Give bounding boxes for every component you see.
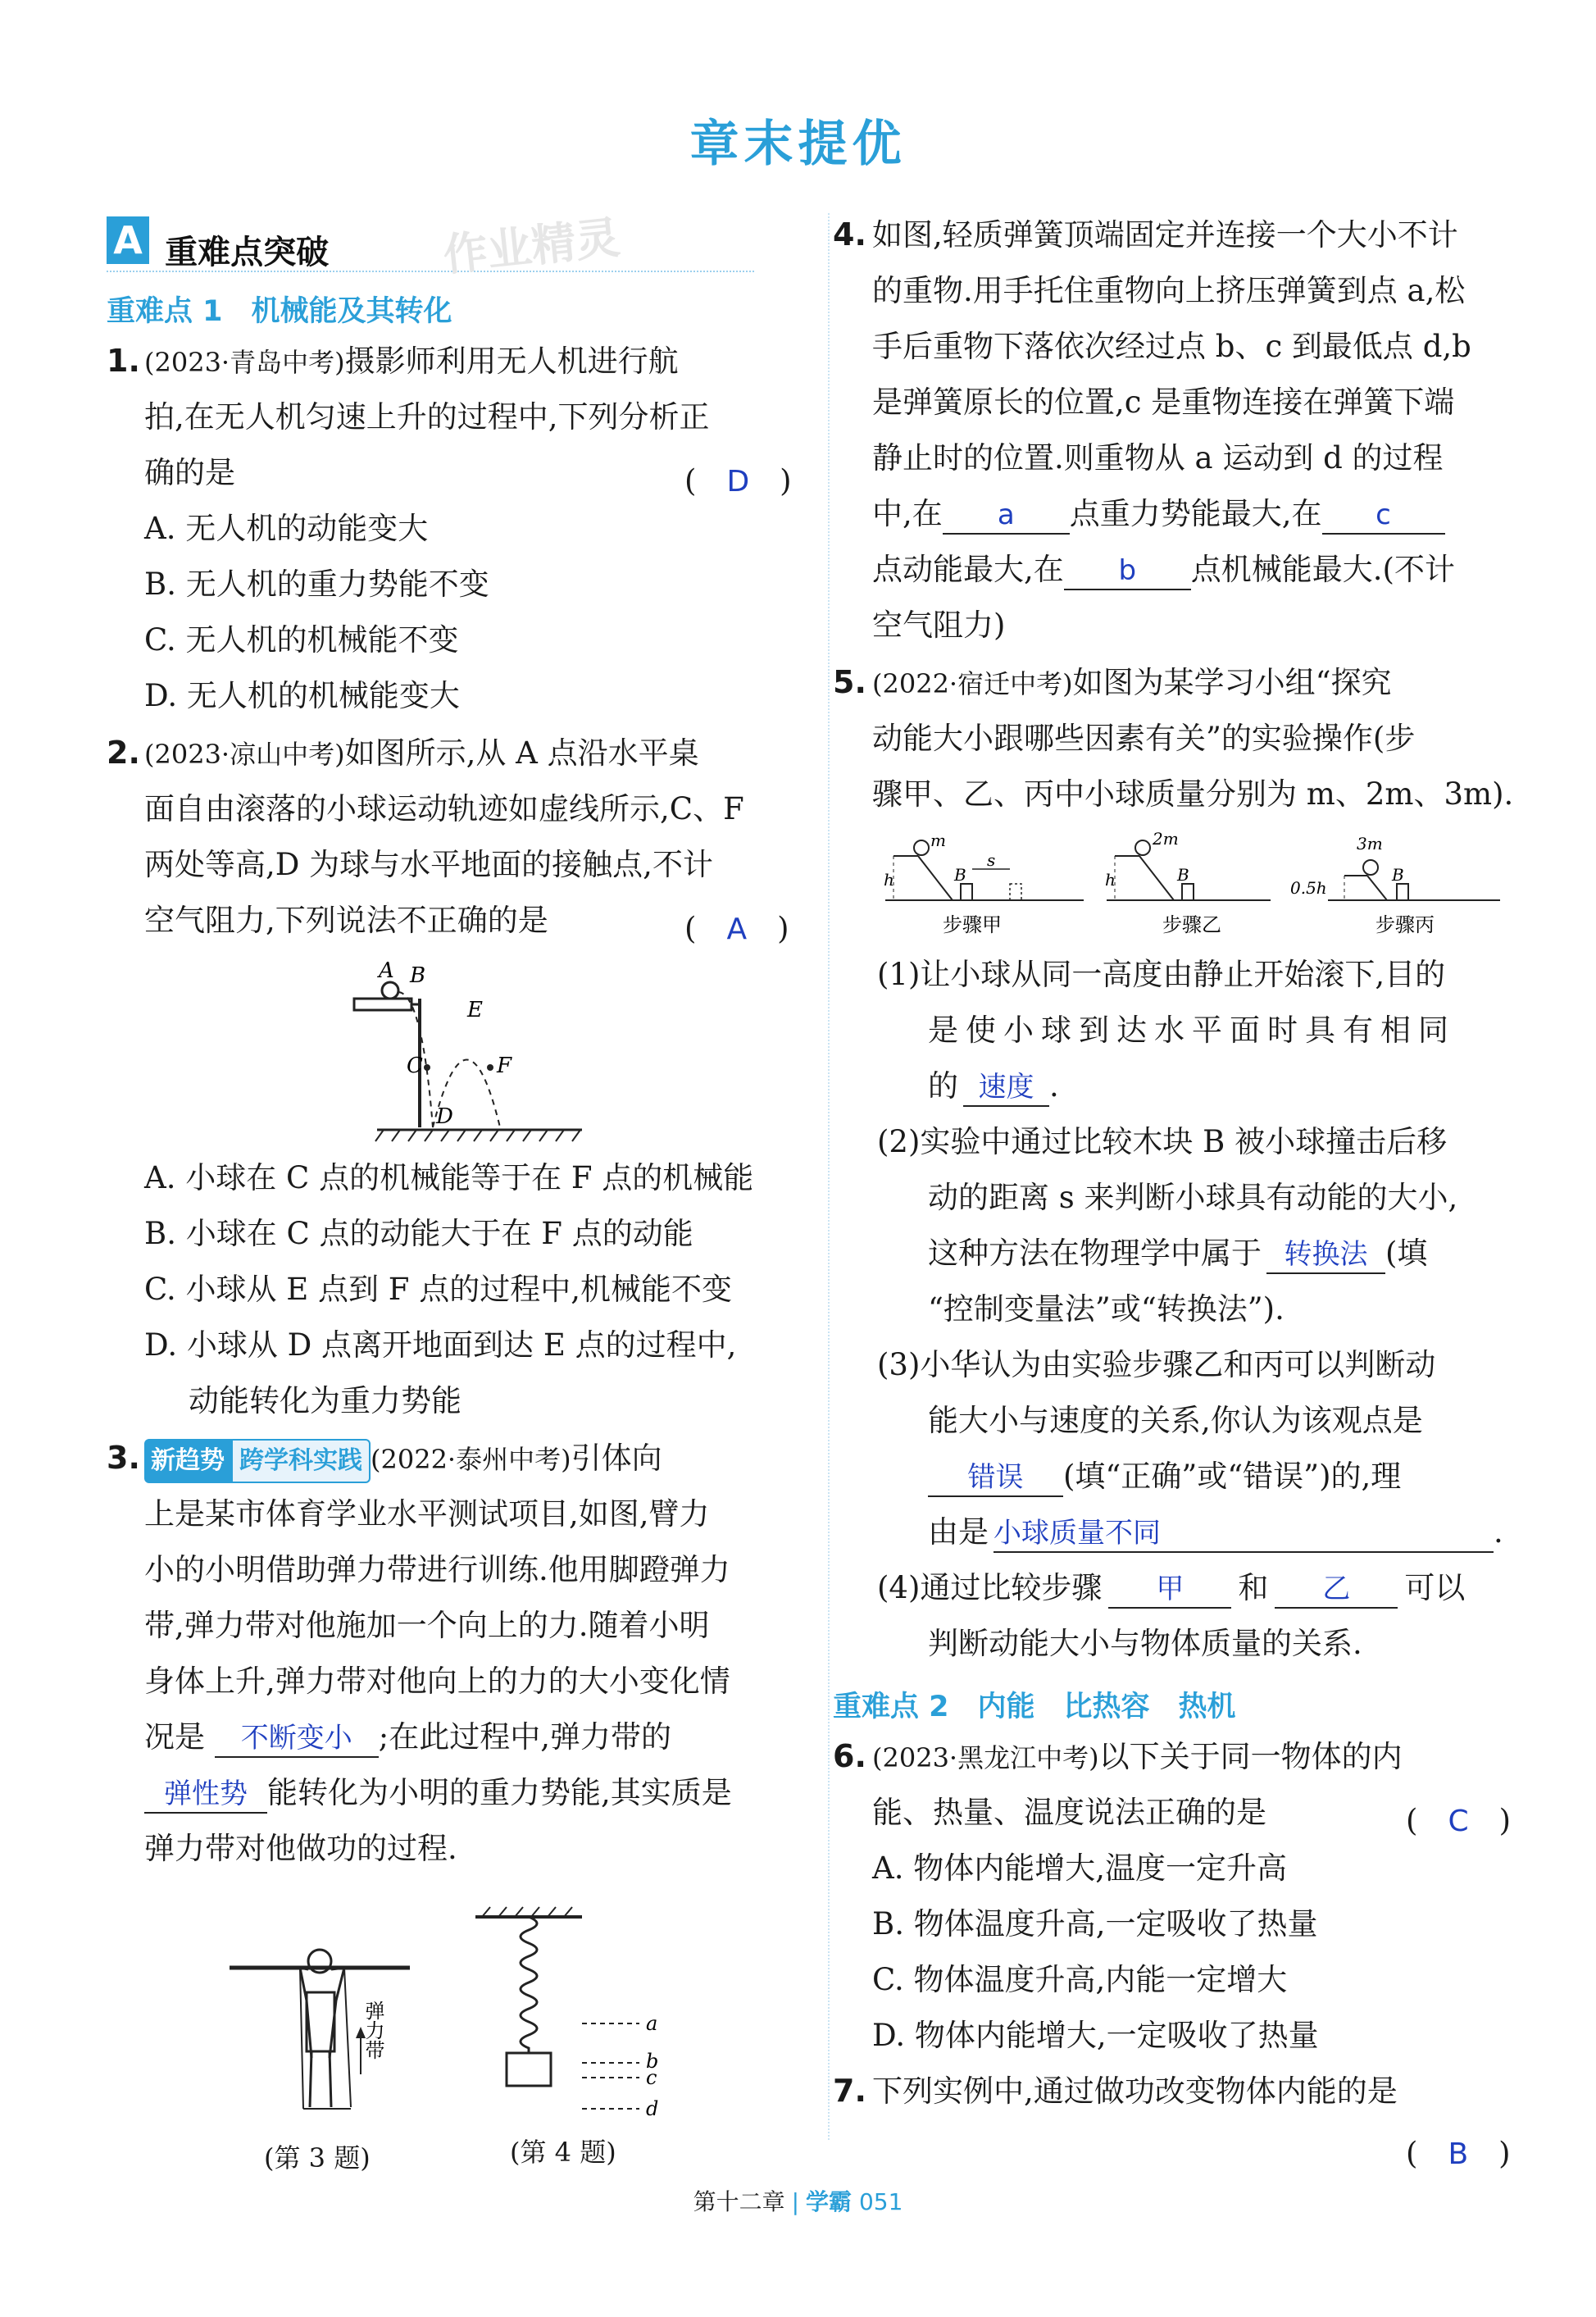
q5-step2-b: B: [1177, 865, 1189, 885]
q2-option-a: A. 小球在 C 点的机械能等于在 F 点的机械能: [144, 1160, 754, 1195]
q5-step1-m: m: [930, 831, 946, 850]
q1-answer: D: [726, 465, 750, 498]
q5-p2-line4: “控制变量法”或“转换法”).: [928, 1291, 1285, 1327]
q5-step3-label: 步骤丙: [1375, 913, 1435, 936]
q1-option-d: D. 无人机的机械能变大: [144, 678, 460, 713]
q1-text-1: 摄影师利用无人机进行航: [344, 344, 679, 379]
q5-p2-text-3b: (填: [1385, 1236, 1428, 1271]
q2-option-b: B. 小球在 C 点的动能大于在 F 点的动能: [144, 1216, 693, 1251]
q6-option-a: A. 物体内能增大,温度一定升高: [872, 1850, 1288, 1886]
q2-option-d: D. 小球从 D 点离开地面到达 E 点的过程中,: [144, 1327, 737, 1363]
q3-number: 3.: [107, 1440, 140, 1476]
q4-text-6a: 中,在: [872, 496, 943, 531]
q4-text-6b: 点重力势能最大,在: [1069, 496, 1322, 531]
q3-blank-2: 弹性势: [144, 1776, 267, 1814]
q5-step1-h: h: [884, 870, 894, 890]
q4-number: 4.: [833, 216, 866, 253]
q5-step1-b: B: [954, 865, 966, 885]
q3-caption: (第 3 题): [264, 2142, 371, 2174]
q6-answer: C: [1448, 1805, 1469, 1838]
q5-step2-h: h: [1105, 870, 1116, 890]
q5-p4-blank-2: 乙: [1275, 1571, 1398, 1609]
q5-p2-line2: 动的距离 s 来判断小球具有动能的大小,: [928, 1180, 1458, 1215]
watermark: 作业精灵: [440, 211, 623, 282]
q2-line2: 面自由滚落的小球运动轨迹如虚线所示,C、F: [144, 791, 744, 826]
q2-line3: 两处等高,D 为球与水平地面的接触点,不计: [144, 847, 713, 882]
q5-line1: [872, 662, 1392, 704]
q4-line2: 的重物.用手托住重物向上挤压弹簧到点 a,松: [872, 273, 1466, 308]
q5-p2-blank: 转换法: [1266, 1236, 1385, 1274]
q3-text-6b: ;在此过程中,弹力带的: [378, 1719, 671, 1755]
q4-label-d: d: [646, 2097, 659, 2120]
q4-figure: [467, 1902, 680, 2132]
q5-p3-line2: 能大小与速度的关系,你认为该观点是: [928, 1403, 1423, 1438]
page-footer: [0, 2184, 1596, 2217]
q5-p1-line2: 是使小球到达水平面时具有相同: [928, 1013, 1456, 1048]
q4-line5: 静止时的位置.则重物从 a 运动到 d 的过程: [872, 440, 1444, 476]
q5-step3-m: 3m: [1357, 834, 1383, 854]
q2-label-a: A: [379, 958, 394, 983]
q3-blank-1: 不断变小: [215, 1720, 379, 1758]
q7-line1: 下列实例中,通过做功改变物体内能的是: [872, 2073, 1398, 2109]
q3-tag-cross: 跨学科实践: [231, 1439, 371, 1483]
q1-answer-box: ( D ): [684, 463, 792, 498]
q4-line7: [872, 549, 1455, 590]
q3-text-1: 引体向: [571, 1441, 662, 1476]
q3-line3: 小的小明借助弹力带进行训练.他用脚蹬弹力: [144, 1552, 730, 1587]
q5-p3-line3: [928, 1456, 1401, 1497]
q4-line1: 如图,轻质弹簧顶端固定并连接一个大小不计: [872, 217, 1458, 253]
q5-p3-text-3b: (填“正确”或“错误”)的,理: [1063, 1459, 1402, 1494]
q1-number: 1.: [107, 343, 140, 379]
q6-answer-box: ( C ): [1406, 1803, 1512, 1838]
q5-p1-line1: (1)让小球从同一高度由静止开始滚下,目的: [877, 957, 1446, 992]
q2-label-e: E: [467, 998, 483, 1022]
section-a-header: [107, 216, 329, 273]
q6-option-c: C. 物体温度升高,内能一定增大: [872, 1962, 1288, 1997]
q1-line2: 拍,在无人机匀速上升的过程中,下列分析正: [144, 399, 710, 435]
q3-fig-label: 弹力带: [361, 2001, 384, 2060]
q4-line3: 手后重物下落依次经过点 b、c 到最低点 d,b: [872, 329, 1471, 364]
q5-p3-blank-1: 错误: [928, 1459, 1063, 1497]
q2-line4: 空气阻力,下列说法不正确的是: [144, 903, 548, 938]
topic-1-heading: 重难点 1 机械能及其转化: [107, 295, 452, 328]
q4-text-7a: 点动能最大,在: [872, 552, 1064, 587]
q6-line1: [872, 1737, 1403, 1778]
q5-p3-blank-2: 小球质量不同: [994, 1515, 1494, 1553]
q5-p2-line1: (2)实验中通过比较木块 B 被小球撞击后移: [877, 1124, 1448, 1159]
q2-label-f: F: [497, 1054, 512, 1078]
q4-line8: 空气阻力): [872, 608, 1006, 643]
q4-text-7b: 点机械能最大.(不计: [1190, 552, 1455, 587]
q4-label-a: a: [646, 2012, 658, 2035]
q1-line3: 确的是: [144, 455, 235, 490]
q5-line2: 动能大小跟哪些因素有关”的实验操作(步: [872, 721, 1416, 756]
q5-p3-line4: [928, 1512, 1503, 1553]
q6-line2: 能、热量、温度说法正确的是: [872, 1795, 1266, 1830]
q5-line3: 骤甲、乙、丙中小球质量分别为 m、2m、3m).: [872, 776, 1514, 812]
section-title: 重难点突破: [165, 234, 330, 271]
q5-p4-mid: 和: [1238, 1570, 1269, 1605]
q3-line6: [144, 1717, 671, 1758]
q5-p4-text-1b: 可以: [1404, 1570, 1466, 1605]
q2-label-b: B: [410, 963, 426, 988]
q2-text-1: 如图所示,从 A 点沿水平桌: [344, 735, 699, 771]
q3-text-6a: 况是: [144, 1719, 205, 1755]
q5-p4-text-1a: (4)通过比较步骤: [877, 1570, 1103, 1605]
q3-tag-trend: 新趋势: [144, 1439, 231, 1483]
q6-option-b: B. 物体温度升高,一定吸收了热量: [872, 1906, 1318, 1941]
q3-source: (2022·泰州中考): [371, 1444, 571, 1475]
q5-p4-line2: 判断动能大小与物体质量的关系.: [928, 1626, 1362, 1661]
q2-number: 2.: [107, 735, 140, 771]
q5-step3-b: B: [1392, 865, 1404, 885]
q2-answer-box: ( A ): [684, 911, 789, 946]
footer-separator: |: [791, 2188, 800, 2215]
q1-option-b: B. 无人机的重力势能不变: [144, 567, 489, 602]
q5-source: (2022·宿迁中考): [872, 668, 1073, 699]
q7-answer-box: ( B ): [1406, 2136, 1511, 2171]
q5-p1-blank: 速度: [963, 1069, 1049, 1107]
q3-line1: [144, 1438, 662, 1483]
q2-source: (2023·凉山中考): [144, 739, 345, 770]
q6-option-d: D. 物体内能增大,一定吸收了热量: [872, 2018, 1319, 2053]
footer-chapter: 第十二章: [693, 2188, 785, 2215]
q4-label-b: b: [646, 2050, 659, 2073]
q2-option-d-cont: 动能转化为重力势能: [189, 1383, 462, 1418]
q2-label-d: D: [436, 1104, 453, 1129]
q2-label-c: C: [407, 1054, 423, 1078]
q1-source: (2023·青岛中考): [144, 347, 345, 378]
q5-p1-line3: [928, 1066, 1059, 1107]
q6-number: 6.: [833, 1738, 866, 1774]
q7-answer: B: [1448, 2137, 1469, 2171]
q5-number: 5.: [833, 664, 866, 700]
q5-p2-text-3a: 这种方法在物理学中属于: [928, 1236, 1262, 1271]
q7-number: 7.: [833, 2073, 866, 2109]
q5-step2-label: 步骤乙: [1162, 913, 1221, 936]
section-badge: A: [107, 216, 149, 264]
q3-figure: [221, 1935, 434, 2132]
q5-step2-m: 2m: [1153, 829, 1179, 849]
q4-blank-1: a: [943, 497, 1070, 535]
q4-blank-3: b: [1064, 553, 1191, 590]
section-underline: [107, 271, 754, 272]
q5-p3-text-4a: 由是: [928, 1514, 989, 1550]
q6-source: (2023·黑龙江中考): [872, 1742, 1099, 1773]
q5-step1-label: 步骤甲: [943, 913, 1002, 936]
q4-label-c: c: [646, 2066, 657, 2089]
q5-p4-line1: [877, 1568, 1465, 1609]
q5-step3-h: 0.5h: [1290, 878, 1327, 898]
page-title: 章末提优: [689, 116, 907, 173]
q4-line6: [872, 494, 1445, 535]
footer-brand: 学霸: [806, 2188, 853, 2215]
q3-text-7b: 能转化为小明的重力势能,其实质是: [267, 1775, 732, 1810]
q5-p3-line1: (3)小华认为由实验步骤乙和丙可以判断动: [877, 1347, 1436, 1382]
q2-answer: A: [726, 913, 748, 946]
q3-line8: 弹力带对他做功的过程.: [144, 1831, 457, 1866]
q4-blank-2: c: [1322, 497, 1445, 535]
q1-line1: [144, 341, 679, 383]
q5-p2-line3: [928, 1233, 1427, 1274]
q3-line5: 身体上升,弹力带对他向上的力的大小变化情: [144, 1664, 730, 1699]
topic-2-heading: 重难点 2 内能 比热容 热机: [833, 1691, 1236, 1723]
q1-option-c: C. 无人机的机械能不变: [144, 622, 459, 658]
q5-p4-blank-1: 甲: [1108, 1571, 1231, 1609]
q5-figure: [884, 829, 1508, 940]
q5-text-1: 如图为某学习小组“探究: [1072, 665, 1392, 700]
q2-line1: [144, 733, 699, 775]
q4-caption: (第 4 题): [510, 2137, 616, 2168]
footer-page-number: 051: [858, 2188, 903, 2215]
q2-figure: [344, 959, 623, 1148]
q5-p3-text-4b: .: [1494, 1514, 1503, 1550]
q3-line4: 带,弹力带对他施加一个向上的力.随着小明: [144, 1608, 710, 1643]
q3-line7: [144, 1773, 732, 1814]
q5-p1-text-3a: 的: [928, 1068, 958, 1104]
q1-option-a: A. 无人机的动能变大: [144, 511, 429, 546]
q4-line4: 是弹簧原长的位置,c 是重物连接在弹簧下端: [872, 385, 1455, 420]
q6-text-1: 以下关于同一物体的内: [1098, 1739, 1403, 1774]
q3-line2: 上是某市体育学业水平测试项目,如图,臂力: [144, 1496, 710, 1532]
q5-step1-s: s: [987, 850, 996, 870]
q2-option-c: C. 小球从 E 点到 F 点的过程中,机械能不变: [144, 1272, 733, 1307]
column-divider: [828, 213, 830, 2140]
q5-p1-text-3b: .: [1049, 1068, 1059, 1104]
